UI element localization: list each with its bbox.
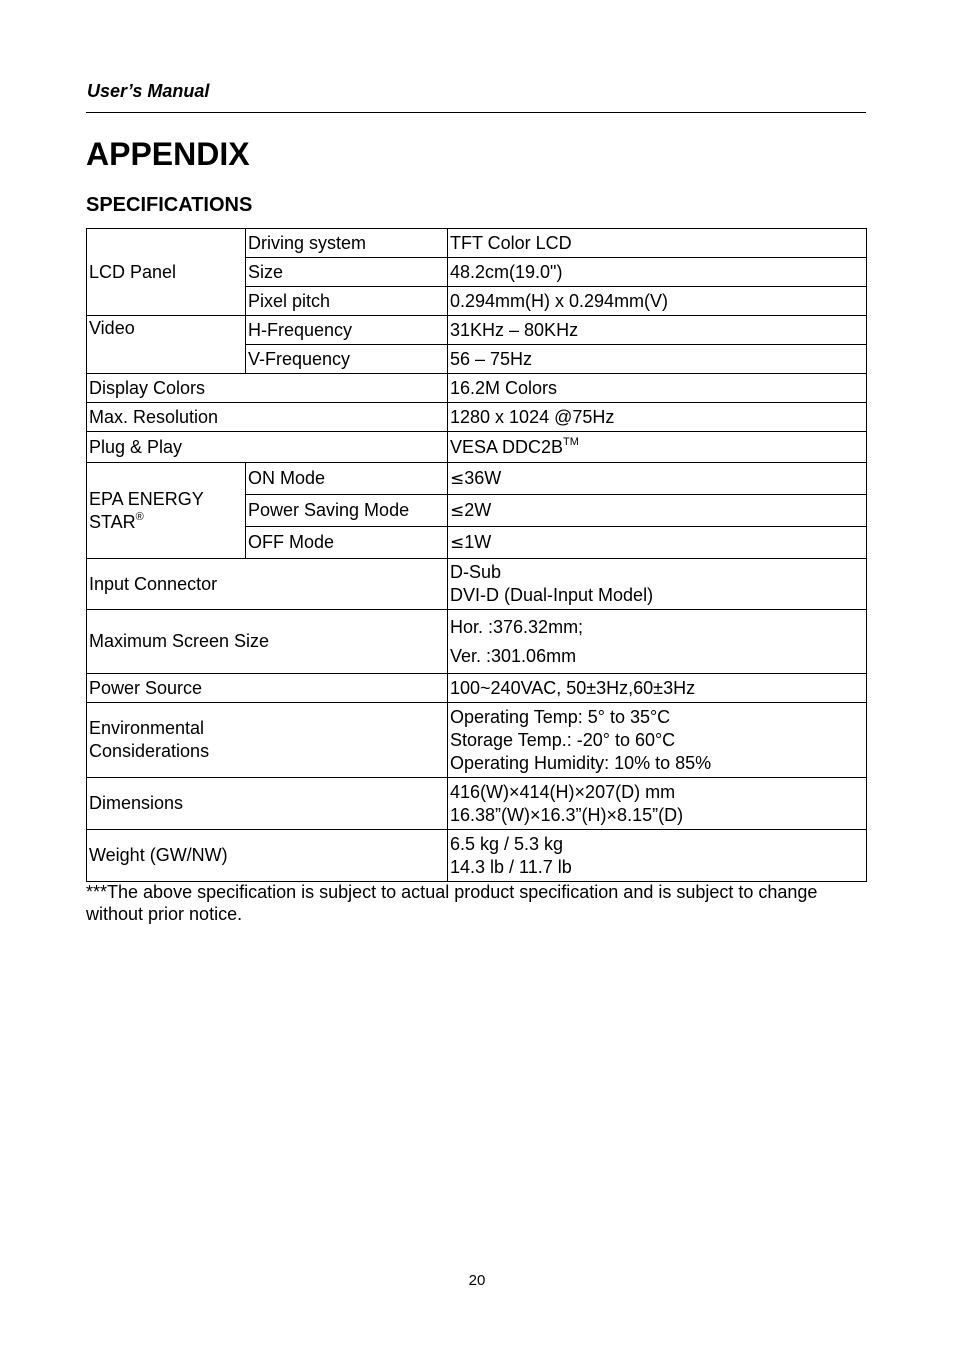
- spec-label: Pixel pitch: [246, 287, 448, 316]
- input-connector-line2: DVI-D (Dual-Input Model): [450, 585, 654, 605]
- spec-label: Input Connector: [87, 559, 448, 610]
- page-number: 20: [468, 1272, 486, 1289]
- power-saving-value: 2W: [464, 499, 492, 520]
- spec-value: [448, 559, 867, 610]
- spec-label: Display Colors: [87, 374, 448, 403]
- spec-value: TFT Color LCD: [448, 229, 867, 258]
- spec-value: [448, 527, 867, 559]
- specifications-table: [86, 228, 867, 882]
- spec-group-epa-energy-star: [87, 463, 246, 559]
- header-rule: [86, 112, 866, 113]
- spec-label: Size: [246, 258, 448, 287]
- max-screen-line1: Hor. :376.32mm;: [450, 616, 584, 637]
- table-row: [87, 229, 867, 258]
- spec-label: Plug & Play: [87, 432, 448, 463]
- spec-value: [448, 495, 867, 527]
- env-label-line2: Considerations: [89, 741, 210, 761]
- spec-value: [448, 830, 867, 882]
- spec-value: [448, 432, 867, 463]
- spec-value: 48.2cm(19.0"): [448, 258, 867, 287]
- table-row: [87, 403, 867, 432]
- spec-value: [448, 703, 867, 778]
- table-row: [87, 374, 867, 403]
- max-screen-line2: Ver. :301.06mm: [450, 645, 577, 666]
- table-row: [87, 432, 867, 463]
- env-line3: Operating Humidity: 10% to 85%: [450, 752, 712, 773]
- on-mode-value: 36W: [464, 467, 502, 488]
- spec-group-video: Video: [87, 316, 246, 374]
- spec-label: Weight (GW/NW): [87, 830, 448, 882]
- trademark-mark: TM: [563, 435, 579, 448]
- spec-label: OFF Mode: [246, 527, 448, 559]
- epa-label-line1: EPA ENERGY: [89, 488, 204, 509]
- spec-label: Maximum Screen Size: [87, 610, 448, 674]
- registered-mark: ®: [135, 510, 144, 523]
- spec-value: [448, 463, 867, 495]
- less-equal-symbol: ≤: [450, 468, 465, 489]
- spec-label: V-Frequency: [246, 345, 448, 374]
- dimensions-line2: 16.38”(W)×16.3”(H)×8.15”(D): [450, 804, 684, 825]
- spec-label: ON Mode: [246, 463, 448, 495]
- spec-group-lcd-panel: LCD Panel: [87, 229, 246, 316]
- table-row: [87, 463, 867, 495]
- spec-value: [448, 610, 867, 674]
- spec-label: [87, 703, 448, 778]
- env-label-line1: Environmental: [89, 718, 205, 738]
- disclaimer-note: ***The above specification is subject to actual product specification and is subject to change without prior notice.: [86, 882, 818, 924]
- input-connector-line1: D-Sub: [450, 562, 502, 582]
- spec-value: 100~240VAC, 50±3Hz,60±3Hz: [448, 674, 867, 703]
- weight-line1: 6.5 kg / 5.3 kg: [450, 833, 564, 854]
- table-row: [87, 316, 867, 345]
- dimensions-line1: 416(W)×414(H)×207(D) mm: [450, 781, 676, 802]
- table-row: [87, 610, 867, 674]
- env-line2: Storage Temp.: -20° to 60°C: [450, 729, 676, 750]
- spec-value: 16.2M Colors: [448, 374, 867, 403]
- spec-label: Driving system: [246, 229, 448, 258]
- page-title: APPENDIX: [86, 136, 250, 172]
- spec-value: 56 – 75Hz: [448, 345, 867, 374]
- weight-line2: 14.3 lb / 11.7 lb: [450, 856, 572, 877]
- spec-value: 31KHz – 80KHz: [448, 316, 867, 345]
- table-row: [87, 703, 867, 778]
- spec-label: Max. Resolution: [87, 403, 448, 432]
- plug-play-text: VESA DDC2B: [450, 436, 564, 457]
- epa-label-line2: STAR: [89, 511, 136, 532]
- table-row: [87, 778, 867, 830]
- spec-label: Power Saving Mode: [246, 495, 448, 527]
- spec-label: Dimensions: [87, 778, 448, 830]
- table-row: [87, 674, 867, 703]
- off-mode-value: 1W: [464, 531, 492, 552]
- spec-value: [448, 778, 867, 830]
- spec-label: Power Source: [87, 674, 448, 703]
- spec-value: 0.294mm(H) x 0.294mm(V): [448, 287, 867, 316]
- spec-value: 1280 x 1024 @75Hz: [448, 403, 867, 432]
- less-equal-symbol: ≤: [450, 500, 465, 521]
- table-row: [87, 559, 867, 610]
- less-equal-symbol: ≤: [450, 532, 465, 553]
- env-line1: Operating Temp: 5° to 35°C: [450, 706, 671, 727]
- running-header: User’s Manual: [87, 81, 210, 101]
- table-row: [87, 830, 867, 882]
- spec-label: H-Frequency: [246, 316, 448, 345]
- section-title: SPECIFICATIONS: [86, 194, 253, 216]
